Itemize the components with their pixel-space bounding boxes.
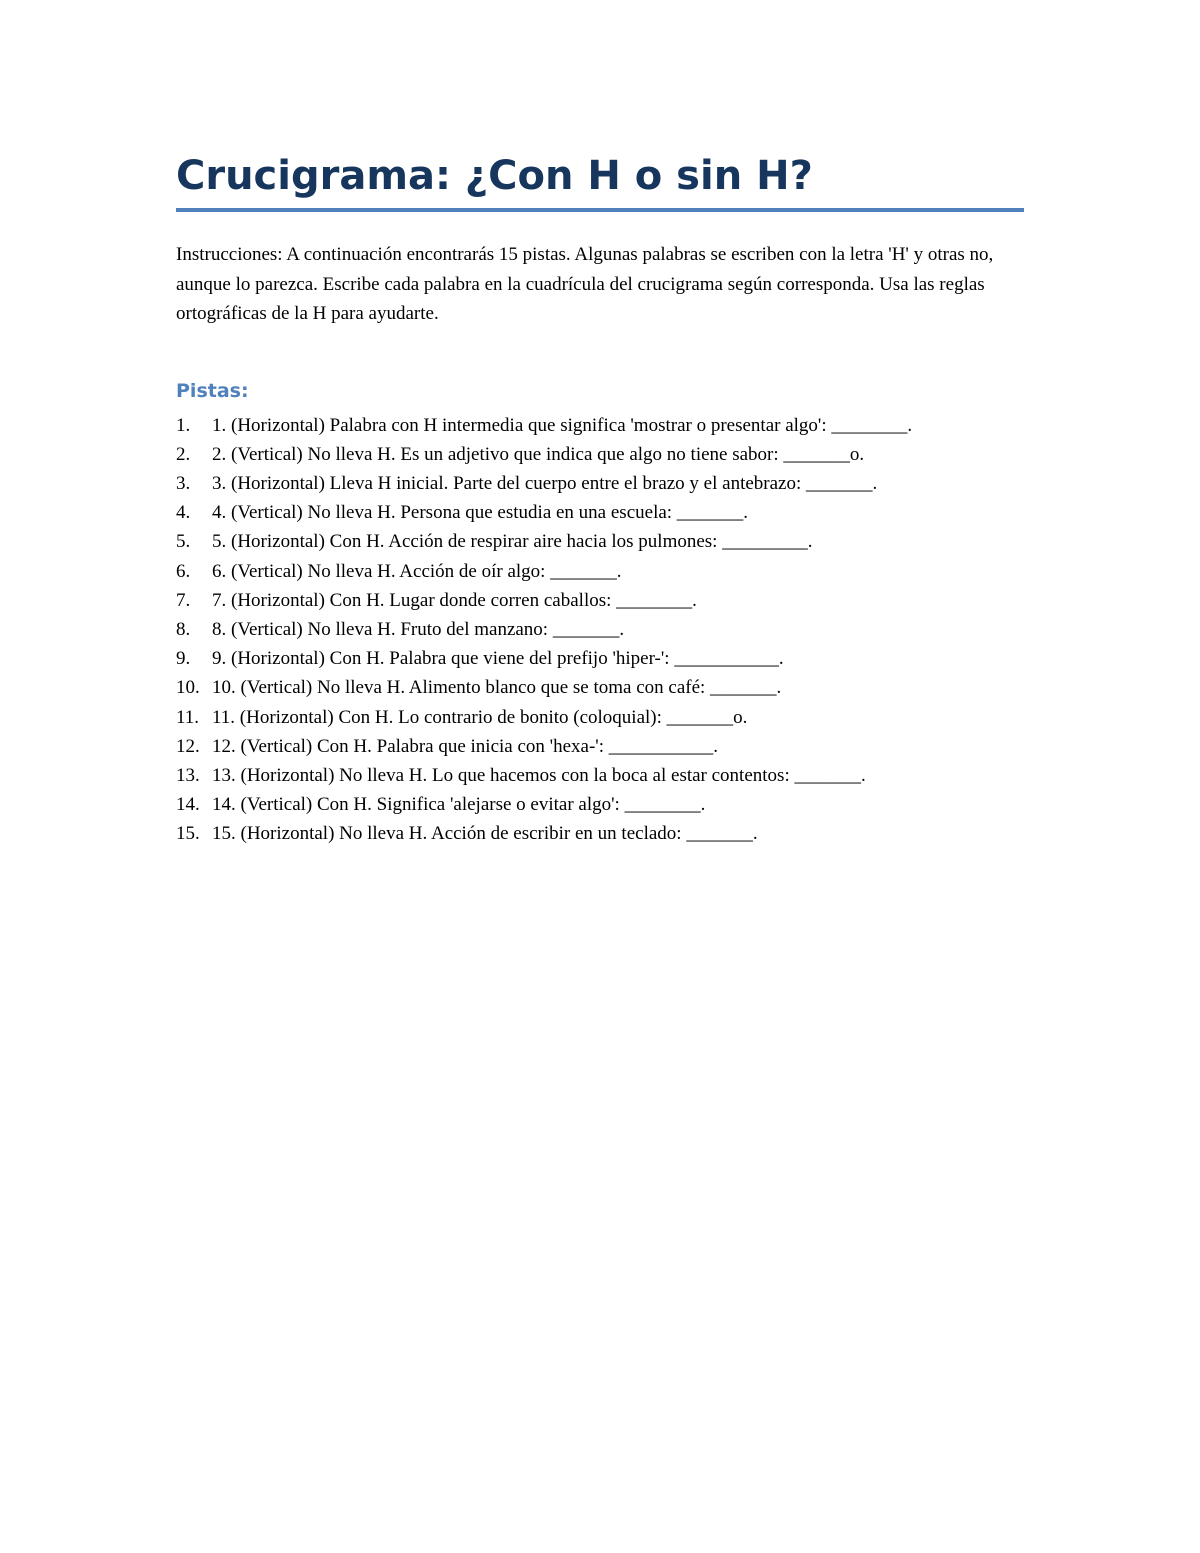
clue-number: 9. [176, 648, 191, 670]
clue-item [176, 819, 1024, 848]
title-underline-rule [176, 208, 1024, 212]
clue-number: 7. [176, 589, 191, 611]
clue-item [176, 557, 1024, 586]
clue-item [176, 790, 1024, 819]
clue-number: 10. [176, 677, 200, 699]
clue-item [176, 411, 1024, 440]
clue-item [176, 761, 1024, 790]
clue-text: 4. (Vertical) No lleva H. Persona que estudia en una escuela: _______. [212, 502, 749, 524]
clue-text: 10. (Vertical) No lleva H. Alimento blanco que se toma con café: _______. [212, 677, 782, 699]
clue-number: 12. [176, 735, 200, 757]
clue-number: 15. [176, 823, 200, 845]
clue-item [176, 498, 1024, 527]
clue-number: 5. [176, 531, 191, 553]
clue-item [176, 732, 1024, 761]
clue-text: 2. (Vertical) No lleva H. Es un adjetivo que indica que algo no tiene sabor: _______o. [212, 443, 865, 465]
clue-item [176, 615, 1024, 644]
clue-item [176, 586, 1024, 615]
clue-number: 2. [176, 443, 191, 465]
clue-item [176, 440, 1024, 469]
clue-item [176, 469, 1024, 498]
clue-item [176, 673, 1024, 702]
clue-text: 11. (Horizontal) Con H. Lo contrario de bonito (coloquial): _______o. [212, 706, 748, 728]
clue-text: 7. (Horizontal) Con H. Lugar donde corren caballos: ________. [212, 589, 697, 611]
clue-number: 11. [176, 706, 200, 728]
clue-text: 3. (Horizontal) Lleva H inicial. Parte del cuerpo entre el brazo y el antebrazo: _______. [212, 472, 878, 494]
clue-text: 6. (Vertical) No lleva H. Acción de oír algo: _______. [212, 560, 622, 582]
clue-text: 12. (Vertical) Con H. Palabra que inicia con 'hexa-': ___________. [212, 735, 718, 757]
instructions-paragraph: Instrucciones: A continuación encontrarás 15 pistas. Algunas palabras se escriben con la letra 'H' y otras no, aunque lo parezca. Escribe cada palabra en la cuadrícula del crucigrama según corresponda. Usa las reglas ortográficas de la H para ayudarte. [176, 244, 994, 324]
clue-item [176, 644, 1024, 673]
clue-text: 8. (Vertical) No lleva H. Fruto del manzano: _______. [212, 618, 625, 640]
clue-number: 4. [176, 502, 191, 524]
clue-text: 14. (Vertical) Con H. Significa 'alejarse o evitar algo': ________. [212, 794, 706, 816]
clue-number: 3. [176, 472, 191, 494]
clue-item [176, 527, 1024, 556]
document-page [176, 148, 1024, 849]
clue-number: 13. [176, 764, 200, 786]
clue-number: 1. [176, 414, 191, 436]
clue-text: 9. (Horizontal) Con H. Palabra que viene del prefijo 'hiper-': ___________. [212, 648, 784, 670]
clue-number: 14. [176, 794, 200, 816]
clue-text: 15. (Horizontal) No lleva H. Acción de escribir en un teclado: _______. [212, 823, 758, 845]
clues-list [176, 411, 1024, 849]
clue-text: 13. (Horizontal) No lleva H. Lo que hacemos con la boca al estar contentos: _______. [212, 764, 866, 786]
clue-number: 6. [176, 560, 191, 582]
clue-number: 8. [176, 618, 191, 640]
clue-item [176, 703, 1024, 732]
clues-heading: Pistas: [176, 379, 249, 402]
clue-text: 5. (Horizontal) Con H. Acción de respirar aire hacia los pulmones: _________. [212, 531, 813, 553]
document-title: Crucigrama: ¿Con H o sin H? [176, 153, 813, 199]
clue-text: 1. (Horizontal) Palabra con H intermedia que significa 'mostrar o presentar algo': ________. [212, 414, 913, 436]
